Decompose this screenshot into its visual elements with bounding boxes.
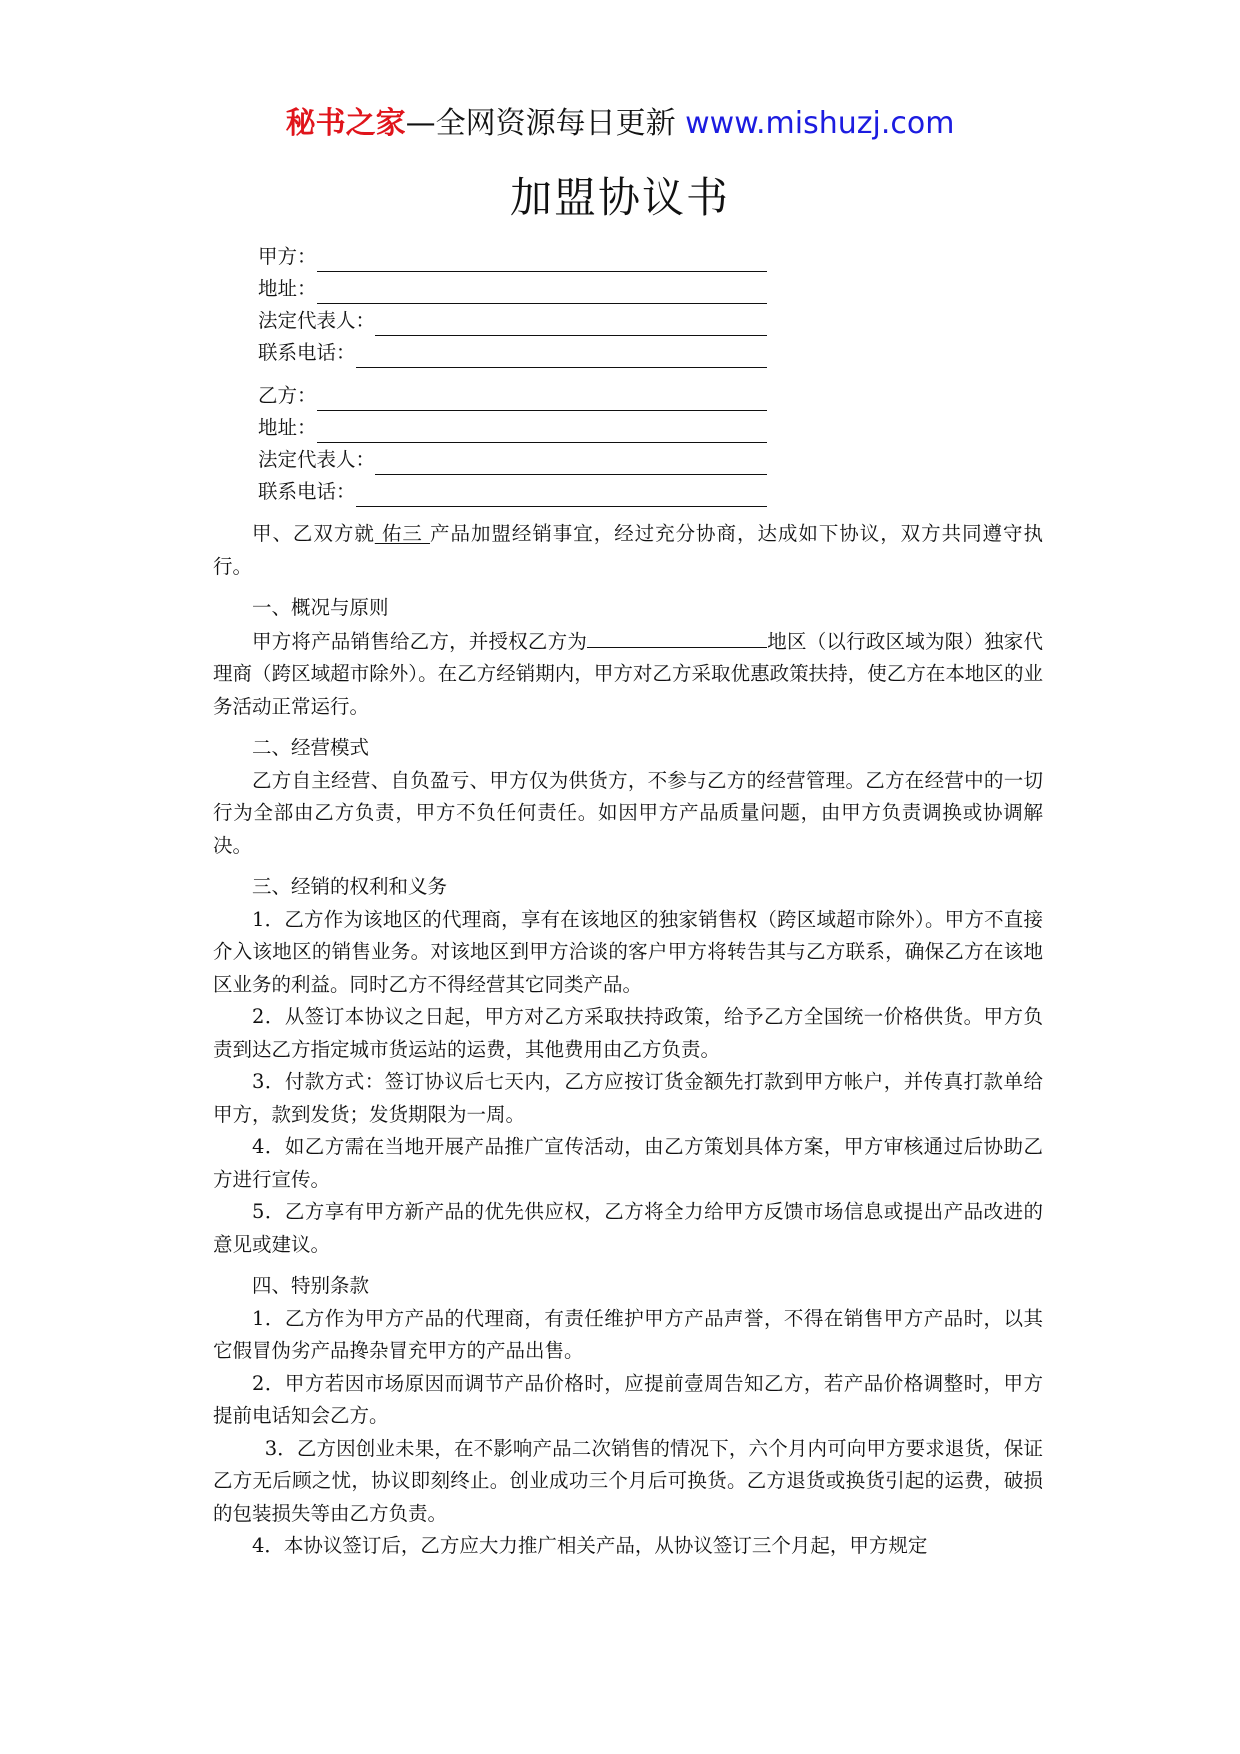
party-a-legal-rep-label: 法定代表人： xyxy=(258,309,376,332)
party-a-phone-field xyxy=(258,338,767,368)
region-blank[interactable] xyxy=(587,625,767,648)
agreement-body xyxy=(213,518,1043,1563)
party-a-address-label: 地址： xyxy=(258,277,317,300)
header-url-link[interactable]: www.mishuzj.com xyxy=(685,106,955,141)
party-b-address-field xyxy=(258,413,767,443)
section-3-item: 4．如乙方需在当地开展产品推广宣传活动，由乙方策划具体方案，甲方审核通过后协助乙方进行宣传。 xyxy=(213,1135,1043,1191)
section-3-item: 3．付款方式：签订协议后七天内，乙方应按订货金额先打款到甲方帐户，并传真打款单给甲方，款到发货；发货期限为一周。 xyxy=(213,1070,1043,1126)
party-b-address-label: 地址： xyxy=(258,416,317,439)
document-title: 加盟协议书 xyxy=(509,173,730,222)
party-a-legal-rep-blank[interactable] xyxy=(375,310,767,336)
section-3-heading: 三、经销的权利和义务 xyxy=(252,875,448,898)
intro-text-before: 甲、乙双方就 xyxy=(252,522,375,545)
party-b-name-field xyxy=(258,381,767,411)
party-b-address-blank[interactable] xyxy=(317,417,767,443)
party-b-legal-rep-label: 法定代表人： xyxy=(258,448,376,471)
section-3-item: 1．乙方作为该地区的代理商，享有在该地区的独家销售权（跨区域超市除外）。甲方不直接介入该地区的销售业务。对该地区到甲方洽谈的客户甲方将转告其与乙方联系，确保乙方在该地区业务的利益。同时乙方不得经营其它同类产品。 xyxy=(213,907,1043,996)
product-name: 佑三 xyxy=(374,522,431,545)
party-b-phone-field xyxy=(258,477,767,507)
party-a-phone-label: 联系电话： xyxy=(258,341,356,364)
party-a-address-field xyxy=(258,274,767,304)
section-4-item: 4．本协议签订后，乙方应大力推广相关产品，从协议签订三个月起，甲方规定 xyxy=(252,1534,928,1557)
party-b-legal-rep-blank[interactable] xyxy=(375,449,767,475)
party-b-phone-blank[interactable] xyxy=(356,481,767,507)
section-2-paragraph: 乙方自主经营、自负盈亏、甲方仅为供货方，不参与乙方的经营管理。乙方在经营中的一切行为全部由乙方负责，甲方不负任何责任。如因甲方产品质量问题，由甲方负责调换或协调解决。 xyxy=(213,768,1043,857)
section-3-item: 5．乙方享有甲方新产品的优先供应权，乙方将全力给甲方反馈市场信息或提出产品改进的意见或建议。 xyxy=(213,1200,1043,1256)
section-1-text-after: 地区（以行政区域为限）独家代理商（跨区域超市除外）。在乙方经销期内，甲方对乙方采取优惠政策扶持，使乙方在本地区的业务活动正常运行。 xyxy=(213,629,1043,718)
site-header xyxy=(0,103,1240,145)
section-1-text-before: 甲方将产品销售给乙方，并授权乙方为 xyxy=(252,629,588,653)
section-1-heading: 一、概况与原则 xyxy=(252,596,389,619)
section-4-item: 2．甲方若因市场原因而调节产品价格时，应提前壹周告知乙方，若产品价格调整时，甲方提前电话知会乙方。 xyxy=(213,1371,1043,1427)
party-a-name-label: 甲方： xyxy=(258,245,317,268)
party-b-name-label: 乙方： xyxy=(258,384,317,407)
party-a-legal-rep-field xyxy=(258,306,767,336)
section-4-item: 1．乙方作为甲方产品的代理商，有责任维护甲方产品声誉，不得在销售甲方产品时，以其它假冒伪劣产品搀杂冒充甲方的产品出售。 xyxy=(213,1306,1043,1362)
intro-paragraph xyxy=(213,518,1043,583)
section-2-heading: 二、经营模式 xyxy=(252,736,370,759)
party-b-legal-rep-field xyxy=(258,445,767,475)
party-a-name-field xyxy=(258,242,767,272)
party-a-address-blank[interactable] xyxy=(317,278,767,304)
header-slogan: —全网资源每日更新 xyxy=(405,106,676,141)
party-b-name-blank[interactable] xyxy=(317,385,767,411)
intro-text-after: 产品加盟经销事宜，经过充分协商，达成如下协议，双方共同遵守执行。 xyxy=(213,522,1043,578)
section-3-item: 2．从签订本协议之日起，甲方对乙方采取扶持政策，给予乙方全国统一价格供货。甲方负责到达乙方指定城市货运站的运费，其他费用由乙方负责。 xyxy=(213,1005,1043,1061)
section-1-paragraph xyxy=(213,625,1043,724)
header-brand: 秘书之家 xyxy=(285,106,406,141)
party-a-phone-blank[interactable] xyxy=(356,342,767,368)
party-b-phone-label: 联系电话： xyxy=(258,480,356,503)
party-a-name-blank[interactable] xyxy=(317,246,767,272)
section-4-item: 3．乙方因创业未果，在不影响产品二次销售的情况下，六个月内可向甲方要求退货，保证乙方无后顾之忧，协议即刻终止。创业成功三个月后可换货。乙方退货或换货引起的运费，破损的包装损失等由乙方负责。 xyxy=(213,1436,1043,1525)
section-4-heading: 四、特别条款 xyxy=(252,1274,370,1297)
